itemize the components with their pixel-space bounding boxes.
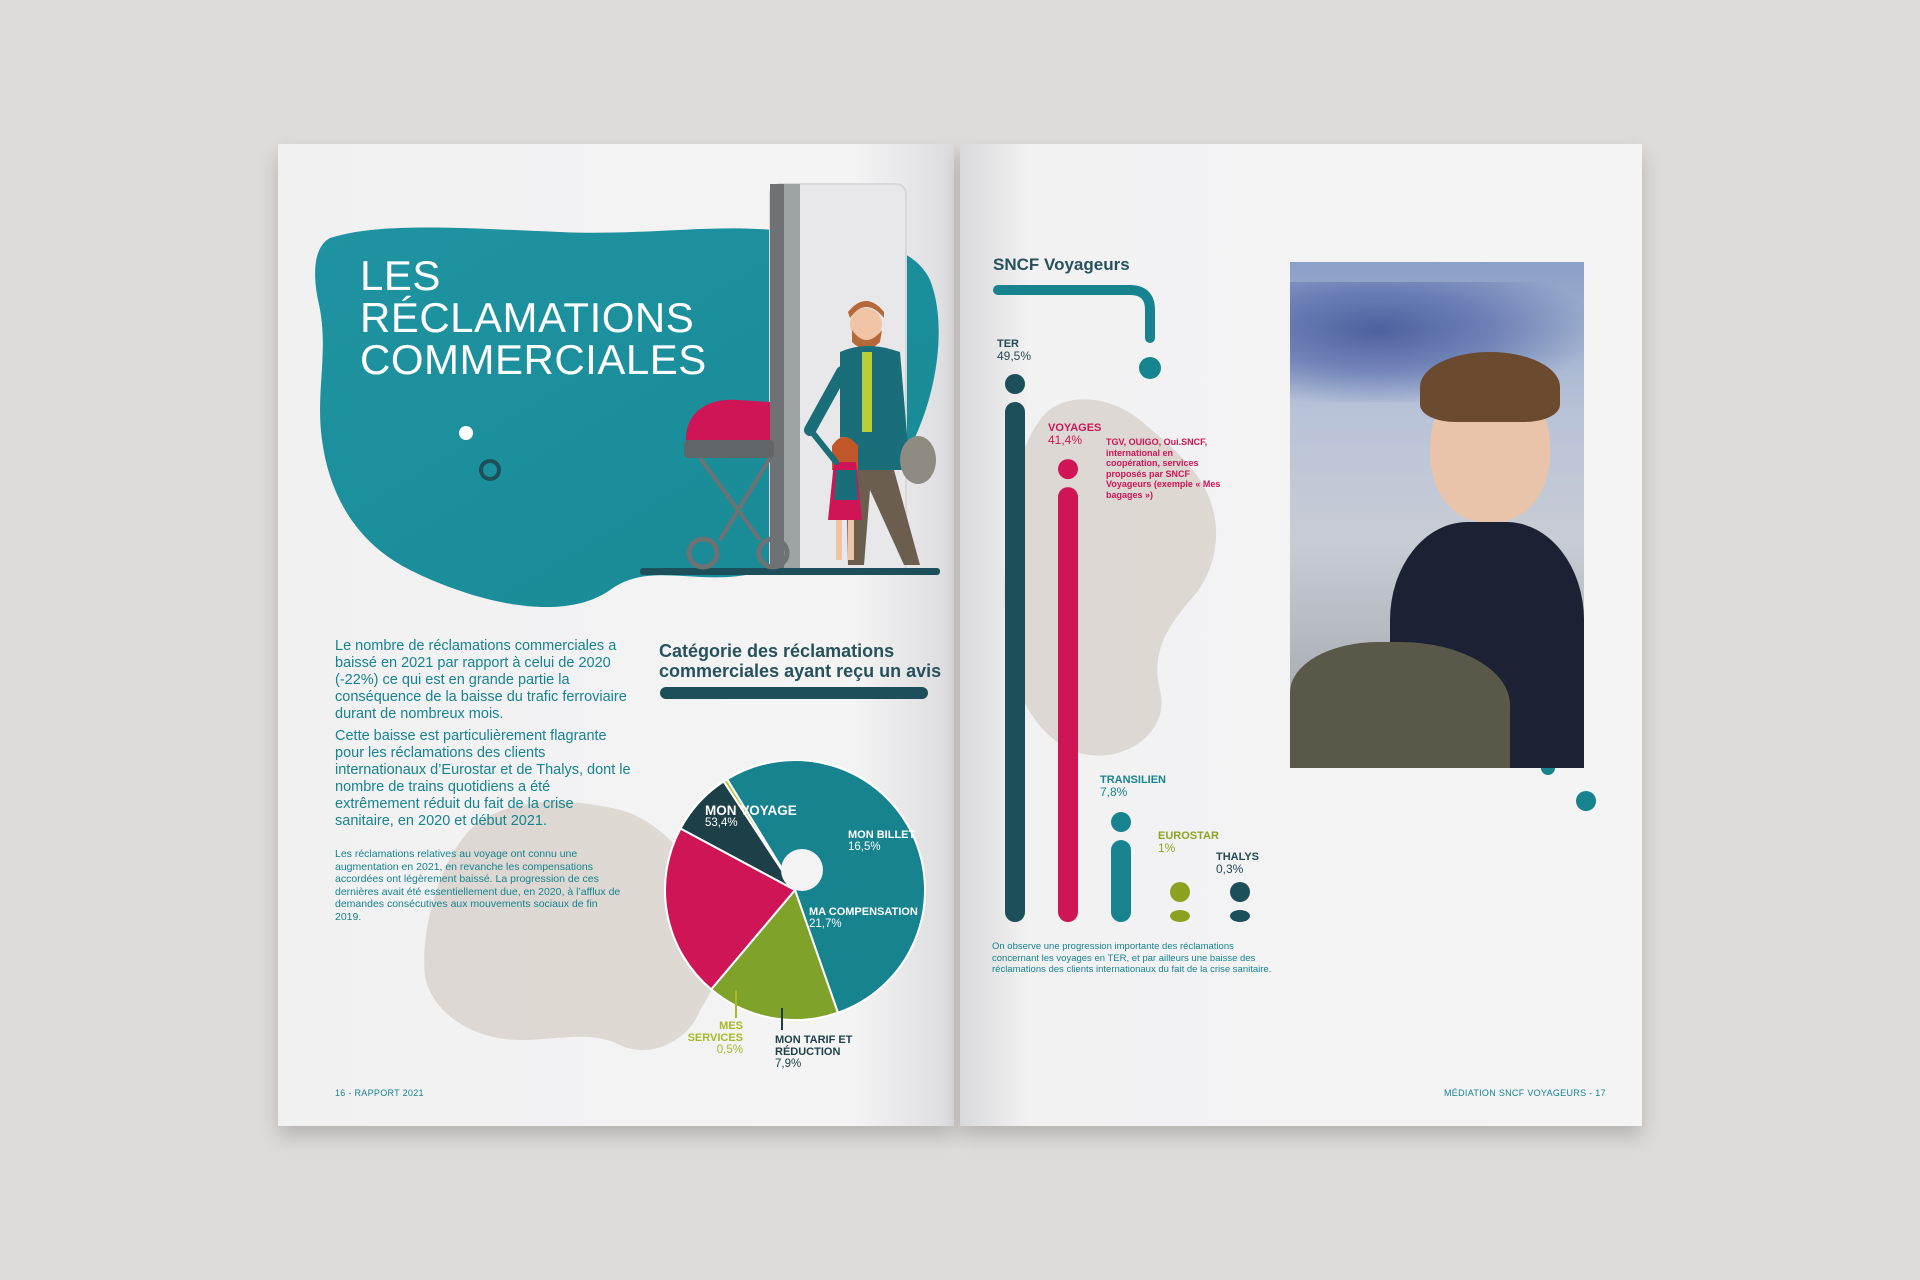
bar-value-eurostar: 1% <box>1158 841 1176 855</box>
pie-chart-title-line-2: commerciales ayant reçu un avis <box>659 661 942 681</box>
left-footer: 16 - RAPPORT 2021 <box>335 1088 424 1098</box>
bar-cap-dot-transilien <box>1111 812 1131 832</box>
bar-label-transilien <box>1100 774 1166 799</box>
bar-label-transilien-name: TRANSILIEN <box>1100 774 1166 786</box>
bar-value-transilien: 7,8% <box>1100 785 1128 799</box>
bar-ter <box>1005 402 1025 922</box>
bar-label-thalys-name: THALYS <box>1216 851 1259 863</box>
bar-chart-caption: On observe une progression importante des réclamations concernant les voyages en TER, et par ailleurs une baisse des réclamations des clients internationaux du fait de la crise sanitaire. <box>992 941 1272 975</box>
photo-dot-2 <box>1576 791 1596 811</box>
pie-label-ma-compensation-name: MA COMPENSATION <box>809 906 918 918</box>
intro-paragraph-1: Le nombre de réclamations commerciales a baissé en 2021 par rapport à celui de 2020 (-22%) ce qui est en grande partie la conséquence de la baisse du trafic ferroviaire durant de nombreux mois. <box>335 638 627 722</box>
pie-value-ma-compensation: 21,7% <box>809 918 842 930</box>
bar-label-voyages-name: VOYAGES <box>1048 422 1102 434</box>
bar-value-voyages: 41,4% <box>1048 433 1083 447</box>
bracket-dot <box>1139 357 1161 379</box>
bar-cap-dot-thalys <box>1230 882 1250 902</box>
pie-value-mon-billet: 16,5% <box>848 841 881 853</box>
bar-voyages <box>1058 487 1078 922</box>
bar-transilien <box>1111 840 1131 922</box>
bar-label-eurostar-name: EUROSTAR <box>1158 830 1219 842</box>
bar-thalys <box>1230 910 1250 922</box>
section-title: SNCF Voyageurs <box>993 255 1130 274</box>
passenger-photo <box>1290 262 1584 768</box>
pie-value-mon-tarif: 7,9% <box>775 1058 802 1070</box>
bar-value-thalys: 0,3% <box>1216 862 1244 876</box>
title-line-2: COMMERCIALES <box>360 336 707 383</box>
intro-paragraph-2: Cette baisse est particulièrement flagrante pour les réclamations des clients internationaux d’Eurostar et de Thalys, dont le nombre de trains quotidiens a été extrêmement réduit du fait de la crise sanitaire, en 2020 et début 2021. <box>335 728 631 829</box>
title-line-1: LES RÉCLAMATIONS <box>360 252 695 341</box>
bar-label-ter-name: TER <box>997 338 1019 350</box>
bar-eurostar <box>1170 910 1190 922</box>
pie-label-mon-billet-name: MON BILLET <box>848 829 916 841</box>
bar-label-voyages <box>1048 422 1101 447</box>
bar-cap-dot-voyages <box>1058 459 1078 479</box>
bar-label-ter <box>997 338 1031 363</box>
note-paragraph: Les réclamations relatives au voyage ont connu une augmentation en 2021, en revanche les compensations accordées ont légèrement baissé. La progression de ces dernières avait été essentiellement due, en 2020, à l’afflux de demandes consécutives aux mouvements sociaux de fin 2019. <box>335 848 621 923</box>
section-bracket <box>998 290 1150 338</box>
pie-label-mon-tarif-name: MON TARIF ET RÉDUCTION <box>775 1034 853 1058</box>
bar-label-thalys <box>1216 851 1259 876</box>
pie-chart-title-line-1: Catégorie des réclamations <box>659 641 895 661</box>
bar-value-ter: 49,5% <box>997 349 1032 363</box>
right-footer: MÉDIATION SNCF VOYAGEURS - 17 <box>1444 1088 1606 1098</box>
bar-label-eurostar <box>1158 830 1219 855</box>
pie-label-mes-services-name: MES SERVICES <box>687 1020 743 1044</box>
voyages-note: TGV, OUIGO, Oui.SNCF, international en coopération, services proposés par SNCF Voyageurs (exemple « Mes bagages ») <box>1106 437 1221 500</box>
pie-label-mon-voyage-name: MON VOYAGE <box>705 803 797 818</box>
pie-value-mon-voyage: 53,4% <box>705 817 738 829</box>
bar-cap-dot-ter <box>1005 374 1025 394</box>
pie-value-mes-services: 0,5% <box>716 1044 743 1056</box>
bar-cap-dot-eurostar <box>1170 882 1190 902</box>
